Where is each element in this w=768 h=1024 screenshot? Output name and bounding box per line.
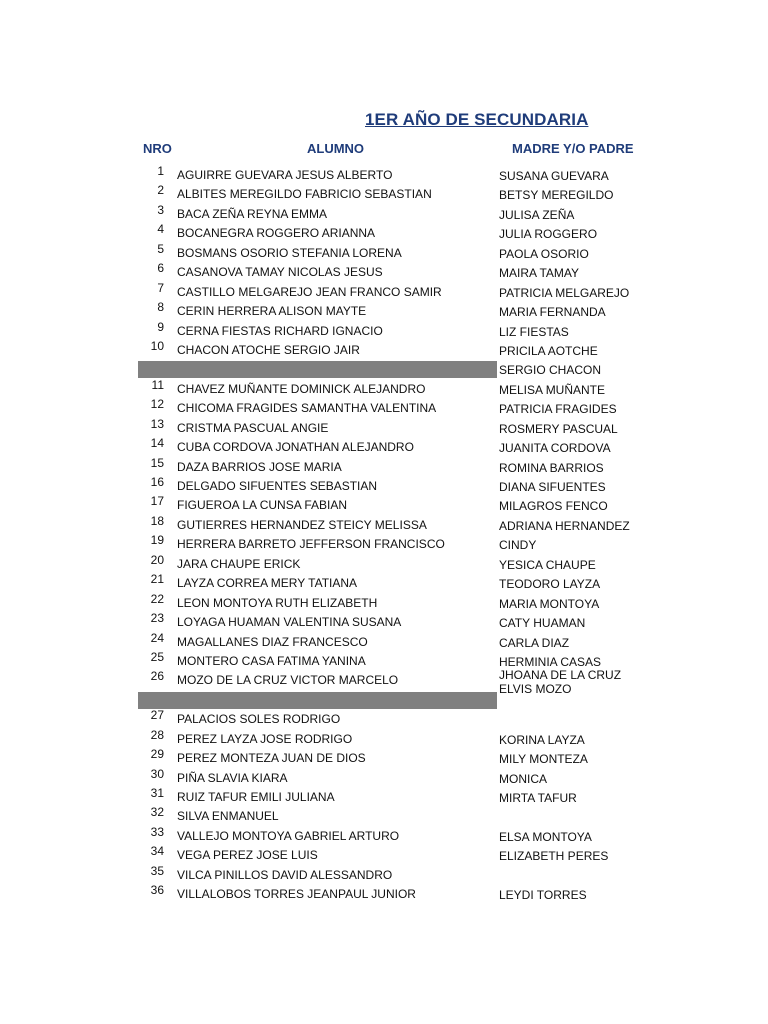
table-row [0, 552, 768, 574]
parent-name [499, 518, 630, 535]
table-row [0, 166, 768, 185]
student-name: GUTIERRES HERNANDEZ STEICY MELISSA [177, 517, 427, 532]
parent-name [499, 537, 536, 554]
student-name: RUIZ TAFUR EMILI JULIANA [177, 790, 335, 804]
table-row [0, 535, 768, 554]
parent-name-primary: MARIA FERNANDA [499, 305, 606, 320]
row-number: 21 [150, 572, 164, 587]
row-number: 34 [150, 844, 164, 859]
parent-name [499, 848, 608, 865]
parent-name-primary: SERGIO CHACON [499, 363, 602, 378]
table-row [0, 574, 768, 593]
table-row [0, 691, 768, 710]
student-name: MAGALLANES DIAZ FRANCESCO [177, 634, 368, 649]
parent-name-primary: PATRICIA MELGAREJO [499, 285, 630, 300]
student-name: PIÑA SLAVIA KIARA [177, 770, 288, 785]
row-number: 28 [150, 727, 164, 742]
table-row [0, 496, 768, 515]
parent-name-primary: MILY MONTEZA [499, 752, 588, 767]
table-row [0, 807, 768, 826]
table-row [0, 224, 768, 243]
row-number: 24 [150, 630, 164, 645]
student-name: CHACON ATOCHE SERGIO JAIR [177, 342, 360, 357]
row-number: 9 [157, 319, 164, 334]
table-row [0, 319, 768, 341]
table-row [0, 613, 768, 632]
parent-name [499, 790, 577, 807]
student-name: BOSMANS OSORIO STEFANIA LORENA [177, 245, 402, 260]
parent-name-primary: JULIA ROGGERO [499, 227, 598, 242]
parent-name [499, 576, 600, 593]
student-name: LAYZA CORREA MERY TATIANA [177, 576, 358, 591]
parent-name-primary: HERMINIA CASAS [499, 654, 602, 669]
student-name: CRISTMA PASCUAL ANGIE [177, 420, 329, 435]
row-number: 14 [150, 436, 164, 451]
parent-name [499, 479, 606, 496]
student-name: DAZA BARRIOS JOSE MARIA [177, 459, 342, 474]
parent-name-primary: MELISA MUÑANTE [499, 382, 606, 397]
row-number: 4 [157, 222, 164, 237]
parent-name-primary: TEODORO LAYZA [499, 577, 601, 592]
parent-name [499, 187, 613, 204]
row-separator-band [138, 692, 497, 709]
parent-name [499, 343, 598, 360]
parent-name-primary: JHOANA DE LA CRUZ [499, 668, 622, 683]
student-name: HERRERA BARRETO JEFFERSON FRANCISCO [177, 537, 445, 552]
parent-name-primary: KORINA LAYZA [499, 732, 585, 747]
parent-name-primary: MIRTA TAFUR [499, 791, 577, 805]
parent-name-primary: BETSY MEREGILDO [499, 188, 614, 203]
parent-name-primary: ROMINA BARRIOS [499, 460, 604, 475]
table-row [0, 668, 768, 697]
column-header-padre: MADRE Y/O PADRE [512, 141, 634, 156]
table-row [0, 766, 768, 788]
row-number: 33 [150, 824, 164, 839]
table-row [0, 280, 768, 302]
table-row [0, 302, 768, 321]
parent-name [499, 382, 605, 399]
student-roster [0, 166, 768, 905]
parent-name [499, 557, 596, 574]
table-row [0, 749, 768, 768]
table-row [0, 863, 768, 885]
row-number: 5 [157, 241, 164, 256]
table-row [0, 649, 768, 671]
row-number: 22 [150, 591, 164, 606]
parent-name-primary: ROSMERY PASCUAL [499, 421, 618, 436]
table-row [0, 788, 768, 807]
table-row [0, 591, 768, 613]
parent-name [499, 615, 585, 632]
table-row [0, 630, 768, 652]
row-number: 12 [150, 397, 164, 412]
student-name: CHICOMA FRAGIDES SAMANTHA VALENTINA [177, 401, 437, 416]
row-separator-band [138, 361, 497, 378]
parent-name-primary: ADRIANA HERNANDEZ [499, 518, 630, 533]
parent-name-primary: LIZ FIESTAS [499, 324, 569, 339]
parent-name-primary: MONICA [499, 771, 547, 786]
table-row [0, 202, 768, 224]
table-row [0, 338, 768, 360]
student-name: CHAVEZ MUÑANTE DOMINICK ALEJANDRO [177, 381, 426, 396]
parent-name [499, 460, 604, 477]
parent-name [499, 285, 629, 302]
student-name: AGUIRRE GUEVARA JESUS ALBERTO [177, 168, 393, 182]
table-row [0, 824, 768, 846]
parent-name-primary: PRICILA AOTCHE [499, 343, 598, 358]
table-row [0, 885, 768, 904]
row-number: 30 [150, 766, 164, 781]
row-number: 19 [150, 533, 164, 548]
student-name: SILVA ENMANUEL [177, 809, 279, 824]
row-number: 35 [150, 863, 164, 878]
page-title: 1ER AÑO DE SECUNDARIA [365, 110, 589, 129]
table-row [0, 846, 768, 865]
parent-name [499, 226, 597, 243]
table-row [0, 477, 768, 496]
row-number: 31 [150, 786, 164, 800]
student-name: PEREZ MONTEZA JUAN DE DIOS [177, 751, 366, 766]
column-header-nro: NRO [143, 141, 172, 156]
row-number: 16 [150, 475, 164, 489]
parent-name [499, 265, 579, 282]
parent-name-primary: PAOLA OSORIO [499, 246, 589, 261]
student-name: CERIN HERRERA ALISON MAYTE [177, 304, 367, 319]
parent-name-primary: JULISA ZEÑA [499, 207, 575, 222]
table-row [0, 377, 768, 399]
parent-name [499, 829, 592, 846]
student-name: CASTILLO MELGAREJO JEAN FRANCO SAMIR [177, 284, 442, 299]
student-name: JARA CHAUPE ERICK [177, 556, 301, 571]
row-number: 15 [150, 455, 164, 470]
parent-name [499, 362, 601, 379]
parent-name-secondary: ELVIS MOZO [499, 682, 572, 697]
parent-name-primary: ELIZABETH PERES [499, 849, 609, 864]
row-number: 25 [150, 649, 164, 664]
parent-name [499, 732, 585, 749]
parent-name-primary: MAIRA TAMAY [499, 266, 580, 281]
parent-name [499, 207, 574, 224]
student-name: LOYAGA HUAMAN VALENTINA SUSANA [177, 615, 402, 630]
student-name: ALBITES MEREGILDO FABRICIO SEBASTIAN [177, 187, 432, 202]
table-row [0, 438, 768, 457]
parent-name-primary: SUSANA GUEVARA [499, 169, 609, 183]
table-row [0, 710, 768, 729]
column-header-alumno: ALUMNO [307, 141, 365, 156]
table-row [0, 416, 768, 438]
student-name: LEON MONTOYA RUTH ELIZABETH [177, 595, 378, 610]
table-row [0, 513, 768, 535]
row-number: 8 [157, 300, 164, 315]
table-row [0, 360, 768, 379]
parent-name-primary: YESICA CHAUPE [499, 557, 596, 572]
parent-name [499, 324, 569, 341]
row-number: 29 [150, 747, 164, 762]
parent-name-primary: CARLA DIAZ [499, 635, 570, 650]
student-name: CUBA CORDOVA JONATHAN ALEJANDRO [177, 440, 414, 455]
row-number: 36 [150, 883, 164, 898]
row-number: 10 [150, 338, 164, 353]
row-number: 27 [150, 708, 164, 723]
parent-name [499, 421, 618, 438]
row-number: 13 [150, 416, 164, 431]
table-row [0, 727, 768, 749]
row-number: 18 [150, 513, 164, 528]
student-name: PEREZ LAYZA JOSE RODRIGO [177, 731, 353, 746]
parent-name [499, 635, 569, 652]
parent-name-primary: LEYDI TORRES [499, 888, 587, 903]
row-number: 20 [150, 552, 164, 567]
parent-name-primary: CINDY [499, 538, 537, 553]
parent-name-primary: ELSA MONTOYA [499, 829, 592, 844]
table-row [0, 399, 768, 418]
table-row [0, 263, 768, 282]
table-row [0, 455, 768, 477]
parent-name [499, 304, 606, 321]
row-number: 7 [157, 280, 164, 295]
row-number: 26 [150, 669, 164, 684]
student-name: BACA ZEÑA REYNA EMMA [177, 206, 328, 221]
row-number: 11 [151, 377, 164, 392]
row-number: 1 [157, 164, 164, 178]
student-name: MONTERO CASA FATIMA YANINA [177, 653, 366, 668]
parent-name [499, 596, 599, 613]
student-name: VILCA PINILLOS DAVID ALESSANDRO [177, 867, 393, 882]
parent-name [499, 771, 547, 788]
student-name: VALLEJO MONTOYA GABRIEL ARTURO [177, 828, 400, 843]
parent-name [499, 401, 617, 418]
parent-name-primary: JUANITA CORDOVA [499, 441, 611, 456]
row-number: 32 [150, 805, 164, 820]
table-row [0, 241, 768, 263]
parent-name [499, 440, 611, 457]
row-number: 3 [157, 202, 164, 217]
student-name: PALACIOS SOLES RODRIGO [177, 712, 341, 727]
row-number: 6 [157, 261, 164, 276]
student-name: DELGADO SIFUENTES SEBASTIAN [177, 479, 378, 493]
student-name: VEGA PEREZ JOSE LUIS [177, 848, 318, 863]
parent-name [499, 246, 589, 263]
parent-name [499, 887, 587, 904]
student-name: CERNA FIESTAS RICHARD IGNACIO [177, 323, 383, 338]
parent-name [499, 168, 609, 185]
student-name: BOCANEGRA ROGGERO ARIANNA [177, 226, 376, 241]
student-name: FIGUEROA LA CUNSA FABIAN [177, 498, 348, 513]
parent-name [499, 498, 608, 515]
parent-name-primary: MARIA MONTOYA [499, 596, 600, 611]
student-name: CASANOVA TAMAY NICOLAS JESUS [177, 265, 383, 280]
parent-name-primary: DIANA SIFUENTES [499, 480, 606, 494]
parent-name-primary: CATY HUAMAN [499, 616, 586, 631]
table-row [0, 185, 768, 204]
row-number: 23 [150, 611, 164, 626]
row-number: 17 [150, 494, 164, 509]
student-name: MOZO DE LA CRUZ VICTOR MARCELO [177, 673, 399, 688]
row-number: 2 [157, 183, 164, 198]
parent-name-primary: MILAGROS FENCO [499, 499, 608, 514]
student-name: VILLALOBOS TORRES JEANPAUL JUNIOR [177, 887, 416, 902]
parent-name-primary: PATRICIA FRAGIDES [499, 402, 617, 417]
parent-name [499, 751, 588, 768]
